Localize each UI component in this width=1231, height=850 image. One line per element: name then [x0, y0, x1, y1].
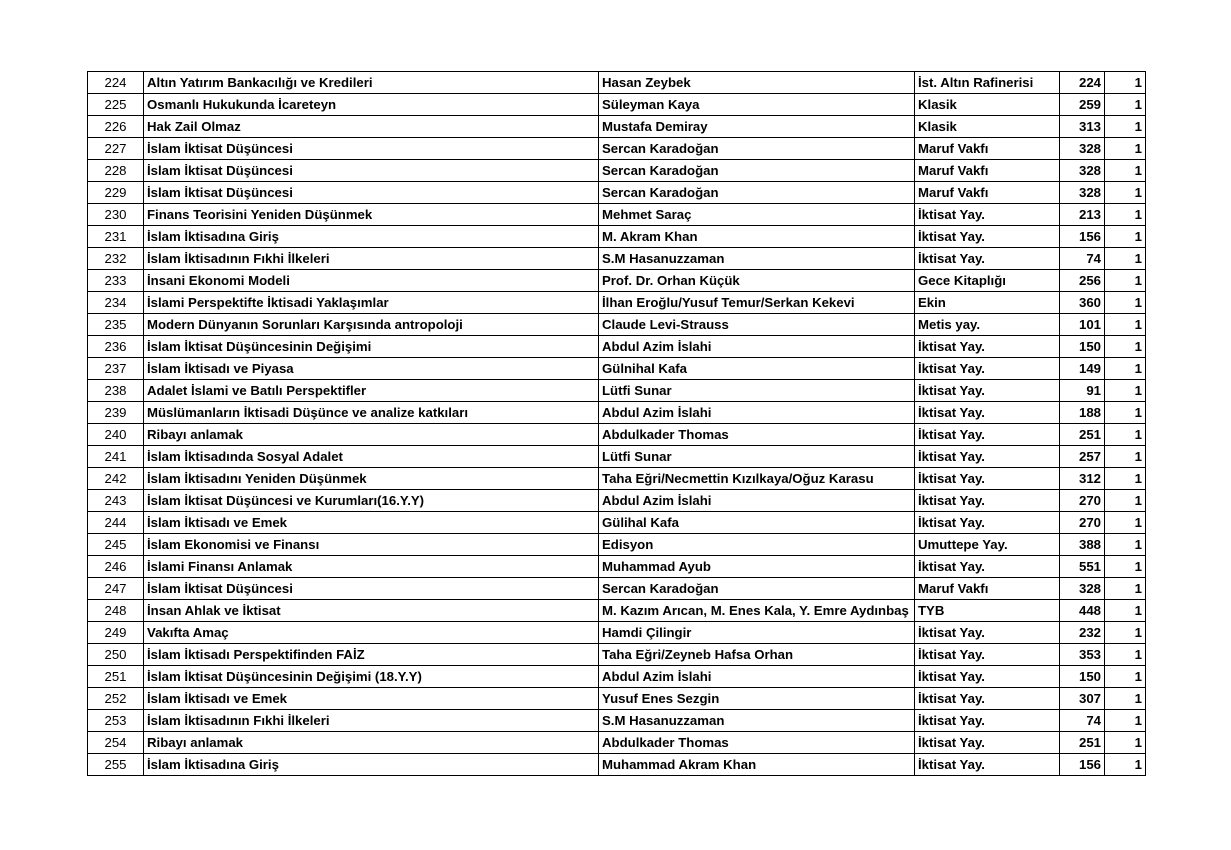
book-publisher: İktisat Yay.: [915, 732, 1060, 754]
book-author: Prof. Dr. Orhan Küçük: [599, 270, 915, 292]
page-count: 150: [1060, 666, 1105, 688]
page-count: 251: [1060, 732, 1105, 754]
row-number: 240: [88, 424, 144, 446]
row-number: 231: [88, 226, 144, 248]
copy-count: 1: [1105, 94, 1146, 116]
book-publisher: İktisat Yay.: [915, 754, 1060, 776]
book-title: İslam İktisadına Giriş: [144, 226, 599, 248]
book-title: İslam Ekonomisi ve Finansı: [144, 534, 599, 556]
book-title: İslam İktisat Düşüncesi: [144, 182, 599, 204]
book-author: Edisyon: [599, 534, 915, 556]
book-author: Sercan Karadoğan: [599, 578, 915, 600]
book-title: Müslümanların İktisadi Düşünce ve analize katkıları: [144, 402, 599, 424]
book-title: Modern Dünyanın Sorunları Karşısında antropoloji: [144, 314, 599, 336]
page-count: 328: [1060, 182, 1105, 204]
book-title: İslam İktisadında Sosyal Adalet: [144, 446, 599, 468]
book-title: İslam İktisadını Yeniden Düşünmek: [144, 468, 599, 490]
copy-count: 1: [1105, 534, 1146, 556]
table-row: [88, 754, 1146, 776]
book-author: Abdul Azim İslahi: [599, 402, 915, 424]
copy-count: 1: [1105, 688, 1146, 710]
book-title: İslam İktisat Düşüncesinin Değişimi (18.Y.Y): [144, 666, 599, 688]
row-number: 233: [88, 270, 144, 292]
copy-count: 1: [1105, 490, 1146, 512]
page-count: 232: [1060, 622, 1105, 644]
book-title: İslam İktisadına Giriş: [144, 754, 599, 776]
book-publisher: İktisat Yay.: [915, 468, 1060, 490]
page-count: 156: [1060, 226, 1105, 248]
page-count: 74: [1060, 710, 1105, 732]
row-number: 232: [88, 248, 144, 270]
book-publisher: İktisat Yay.: [915, 226, 1060, 248]
book-title: Ribayı anlamak: [144, 732, 599, 754]
book-publisher: Metis yay.: [915, 314, 1060, 336]
book-publisher: Maruf Vakfı: [915, 138, 1060, 160]
page-count: 353: [1060, 644, 1105, 666]
book-title: İslam İktisadı ve Emek: [144, 688, 599, 710]
table-row: [88, 446, 1146, 468]
copy-count: 1: [1105, 732, 1146, 754]
copy-count: 1: [1105, 468, 1146, 490]
page-count: 149: [1060, 358, 1105, 380]
table-row: [88, 534, 1146, 556]
copy-count: 1: [1105, 666, 1146, 688]
table-row: [88, 204, 1146, 226]
row-number: 229: [88, 182, 144, 204]
book-title: İslam İktisat Düşüncesinin Değişimi: [144, 336, 599, 358]
table-row: [88, 710, 1146, 732]
book-author: Sercan Karadoğan: [599, 160, 915, 182]
copy-count: 1: [1105, 72, 1146, 94]
book-publisher: Ekin: [915, 292, 1060, 314]
table-row: [88, 468, 1146, 490]
book-publisher: İktisat Yay.: [915, 248, 1060, 270]
copy-count: 1: [1105, 556, 1146, 578]
book-author: Muhammad Ayub: [599, 556, 915, 578]
book-author: Gülihal Kafa: [599, 512, 915, 534]
copy-count: 1: [1105, 292, 1146, 314]
book-publisher: İktisat Yay.: [915, 490, 1060, 512]
page-count: 213: [1060, 204, 1105, 226]
book-title: Vakıfta Amaç: [144, 622, 599, 644]
copy-count: 1: [1105, 160, 1146, 182]
row-number: 251: [88, 666, 144, 688]
book-list-table: [87, 71, 1146, 776]
page-count: 388: [1060, 534, 1105, 556]
row-number: 225: [88, 94, 144, 116]
copy-count: 1: [1105, 380, 1146, 402]
table-row: [88, 336, 1146, 358]
book-title: İslam İktisadı Perspektifinden FAİZ: [144, 644, 599, 666]
book-publisher: İktisat Yay.: [915, 710, 1060, 732]
page-count: 270: [1060, 490, 1105, 512]
book-title: İslami Perspektifte İktisadi Yaklaşımlar: [144, 292, 599, 314]
book-publisher: İktisat Yay.: [915, 688, 1060, 710]
book-publisher: İktisat Yay.: [915, 666, 1060, 688]
copy-count: 1: [1105, 512, 1146, 534]
table-row: [88, 314, 1146, 336]
copy-count: 1: [1105, 424, 1146, 446]
book-author: Taha Eğri/Zeyneb Hafsa Orhan: [599, 644, 915, 666]
book-author: Hasan Zeybek: [599, 72, 915, 94]
book-author: Mehmet Saraç: [599, 204, 915, 226]
row-number: 243: [88, 490, 144, 512]
copy-count: 1: [1105, 314, 1146, 336]
copy-count: 1: [1105, 226, 1146, 248]
page-count: 150: [1060, 336, 1105, 358]
table-row: [88, 160, 1146, 182]
row-number: 244: [88, 512, 144, 534]
book-publisher: İktisat Yay.: [915, 622, 1060, 644]
table-row: [88, 688, 1146, 710]
copy-count: 1: [1105, 336, 1146, 358]
row-number: 234: [88, 292, 144, 314]
table-row: [88, 182, 1146, 204]
page-count: 74: [1060, 248, 1105, 270]
row-number: 227: [88, 138, 144, 160]
book-publisher: TYB: [915, 600, 1060, 622]
table-row: [88, 270, 1146, 292]
table-row: [88, 666, 1146, 688]
row-number: 226: [88, 116, 144, 138]
book-title: İnsani Ekonomi Modeli: [144, 270, 599, 292]
copy-count: 1: [1105, 358, 1146, 380]
table-row: [88, 138, 1146, 160]
book-author: Sercan Karadoğan: [599, 138, 915, 160]
table-row: [88, 622, 1146, 644]
row-number: 235: [88, 314, 144, 336]
row-number: 253: [88, 710, 144, 732]
page-count: 360: [1060, 292, 1105, 314]
book-publisher: İktisat Yay.: [915, 204, 1060, 226]
page-count: 328: [1060, 578, 1105, 600]
table-row: [88, 556, 1146, 578]
book-publisher: Maruf Vakfı: [915, 160, 1060, 182]
book-publisher: İktisat Yay.: [915, 446, 1060, 468]
page-count: 156: [1060, 754, 1105, 776]
book-list-sheet: [87, 71, 1146, 776]
copy-count: 1: [1105, 182, 1146, 204]
copy-count: 1: [1105, 600, 1146, 622]
book-publisher: İktisat Yay.: [915, 424, 1060, 446]
page-count: 328: [1060, 138, 1105, 160]
copy-count: 1: [1105, 710, 1146, 732]
table-row: [88, 512, 1146, 534]
page-count: 328: [1060, 160, 1105, 182]
table-row: [88, 402, 1146, 424]
book-title: Ribayı anlamak: [144, 424, 599, 446]
copy-count: 1: [1105, 578, 1146, 600]
book-publisher: İktisat Yay.: [915, 380, 1060, 402]
row-number: 255: [88, 754, 144, 776]
row-number: 254: [88, 732, 144, 754]
table-row: [88, 358, 1146, 380]
book-title: Hak Zail Olmaz: [144, 116, 599, 138]
copy-count: 1: [1105, 270, 1146, 292]
book-author: Süleyman Kaya: [599, 94, 915, 116]
book-publisher: İktisat Yay.: [915, 644, 1060, 666]
book-author: Abdul Azim İslahi: [599, 490, 915, 512]
row-number: 249: [88, 622, 144, 644]
table-row: [88, 644, 1146, 666]
book-author: Lütfi Sunar: [599, 380, 915, 402]
book-title: İslam İktisat Düşüncesi: [144, 138, 599, 160]
book-title: Finans Teorisini Yeniden Düşünmek: [144, 204, 599, 226]
book-publisher: İktisat Yay.: [915, 336, 1060, 358]
book-publisher: Umuttepe Yay.: [915, 534, 1060, 556]
book-author: Abdulkader Thomas: [599, 732, 915, 754]
copy-count: 1: [1105, 138, 1146, 160]
book-author: Hamdi Çilingir: [599, 622, 915, 644]
page-count: 257: [1060, 446, 1105, 468]
book-publisher: Klasik: [915, 116, 1060, 138]
page-count: 312: [1060, 468, 1105, 490]
book-author: Muhammad Akram Khan: [599, 754, 915, 776]
page-count: 91: [1060, 380, 1105, 402]
page-count: 259: [1060, 94, 1105, 116]
page-count: 313: [1060, 116, 1105, 138]
book-publisher: İktisat Yay.: [915, 402, 1060, 424]
table-row: [88, 490, 1146, 512]
book-publisher: Klasik: [915, 94, 1060, 116]
table-row: [88, 732, 1146, 754]
book-author: Yusuf Enes Sezgin: [599, 688, 915, 710]
copy-count: 1: [1105, 754, 1146, 776]
row-number: 238: [88, 380, 144, 402]
book-author: Abdul Azim İslahi: [599, 666, 915, 688]
book-author: Sercan Karadoğan: [599, 182, 915, 204]
book-publisher: Maruf Vakfı: [915, 182, 1060, 204]
row-number: 246: [88, 556, 144, 578]
page-count: 448: [1060, 600, 1105, 622]
book-title: İslam İktisat Düşüncesi: [144, 578, 599, 600]
book-publisher: Gece Kitaplığı: [915, 270, 1060, 292]
book-author: Abdulkader Thomas: [599, 424, 915, 446]
table-row: [88, 424, 1146, 446]
row-number: 247: [88, 578, 144, 600]
book-author: M. Kazım Arıcan, M. Enes Kala, Y. Emre Aydınbaş: [599, 600, 915, 622]
page-count: 551: [1060, 556, 1105, 578]
table-row: [88, 380, 1146, 402]
table-row: [88, 72, 1146, 94]
book-author: S.M Hasanuzzaman: [599, 710, 915, 732]
row-number: 241: [88, 446, 144, 468]
row-number: 237: [88, 358, 144, 380]
book-author: M. Akram Khan: [599, 226, 915, 248]
page-count: 188: [1060, 402, 1105, 424]
book-title: İslam İktisat Düşüncesi ve Kurumları(16.Y.Y): [144, 490, 599, 512]
book-publisher: Maruf Vakfı: [915, 578, 1060, 600]
page-count: 101: [1060, 314, 1105, 336]
book-author: Gülnihal Kafa: [599, 358, 915, 380]
book-publisher: İktisat Yay.: [915, 556, 1060, 578]
row-number: 239: [88, 402, 144, 424]
book-list-body: [88, 72, 1146, 776]
book-author: İlhan Eroğlu/Yusuf Temur/Serkan Kekevi: [599, 292, 915, 314]
table-row: [88, 292, 1146, 314]
row-number: 228: [88, 160, 144, 182]
row-number: 248: [88, 600, 144, 622]
copy-count: 1: [1105, 116, 1146, 138]
book-title: İslam İktisadı ve Emek: [144, 512, 599, 534]
book-author: Abdul Azim İslahi: [599, 336, 915, 358]
copy-count: 1: [1105, 644, 1146, 666]
book-title: İslam İktisadı ve Piyasa: [144, 358, 599, 380]
copy-count: 1: [1105, 446, 1146, 468]
book-author: Taha Eğri/Necmettin Kızılkaya/Oğuz Karasu: [599, 468, 915, 490]
book-author: Lütfi Sunar: [599, 446, 915, 468]
book-title: Osmanlı Hukukunda İcareteyn: [144, 94, 599, 116]
row-number: 245: [88, 534, 144, 556]
row-number: 242: [88, 468, 144, 490]
book-title: İslam İktisat Düşüncesi: [144, 160, 599, 182]
copy-count: 1: [1105, 204, 1146, 226]
book-title: Adalet İslami ve Batılı Perspektifler: [144, 380, 599, 402]
page-count: 251: [1060, 424, 1105, 446]
page-count: 307: [1060, 688, 1105, 710]
table-row: [88, 226, 1146, 248]
table-row: [88, 94, 1146, 116]
book-publisher: İst. Altın Rafinerisi: [915, 72, 1060, 94]
copy-count: 1: [1105, 402, 1146, 424]
book-author: Claude Levi-Strauss: [599, 314, 915, 336]
table-row: [88, 248, 1146, 270]
page-count: 270: [1060, 512, 1105, 534]
book-publisher: İktisat Yay.: [915, 512, 1060, 534]
book-author: S.M Hasanuzzaman: [599, 248, 915, 270]
book-title: İslam İktisadının Fıkhi İlkeleri: [144, 248, 599, 270]
row-number: 230: [88, 204, 144, 226]
page-count: 256: [1060, 270, 1105, 292]
copy-count: 1: [1105, 622, 1146, 644]
row-number: 252: [88, 688, 144, 710]
book-author: Mustafa Demiray: [599, 116, 915, 138]
row-number: 236: [88, 336, 144, 358]
row-number: 224: [88, 72, 144, 94]
book-publisher: İktisat Yay.: [915, 358, 1060, 380]
copy-count: 1: [1105, 248, 1146, 270]
book-title: Altın Yatırım Bankacılığı ve Kredileri: [144, 72, 599, 94]
book-title: İslam İktisadının Fıkhi İlkeleri: [144, 710, 599, 732]
table-row: [88, 116, 1146, 138]
book-title: İnsan Ahlak ve İktisat: [144, 600, 599, 622]
book-title: İslami Finansı Anlamak: [144, 556, 599, 578]
table-row: [88, 600, 1146, 622]
page-count: 224: [1060, 72, 1105, 94]
table-row: [88, 578, 1146, 600]
row-number: 250: [88, 644, 144, 666]
